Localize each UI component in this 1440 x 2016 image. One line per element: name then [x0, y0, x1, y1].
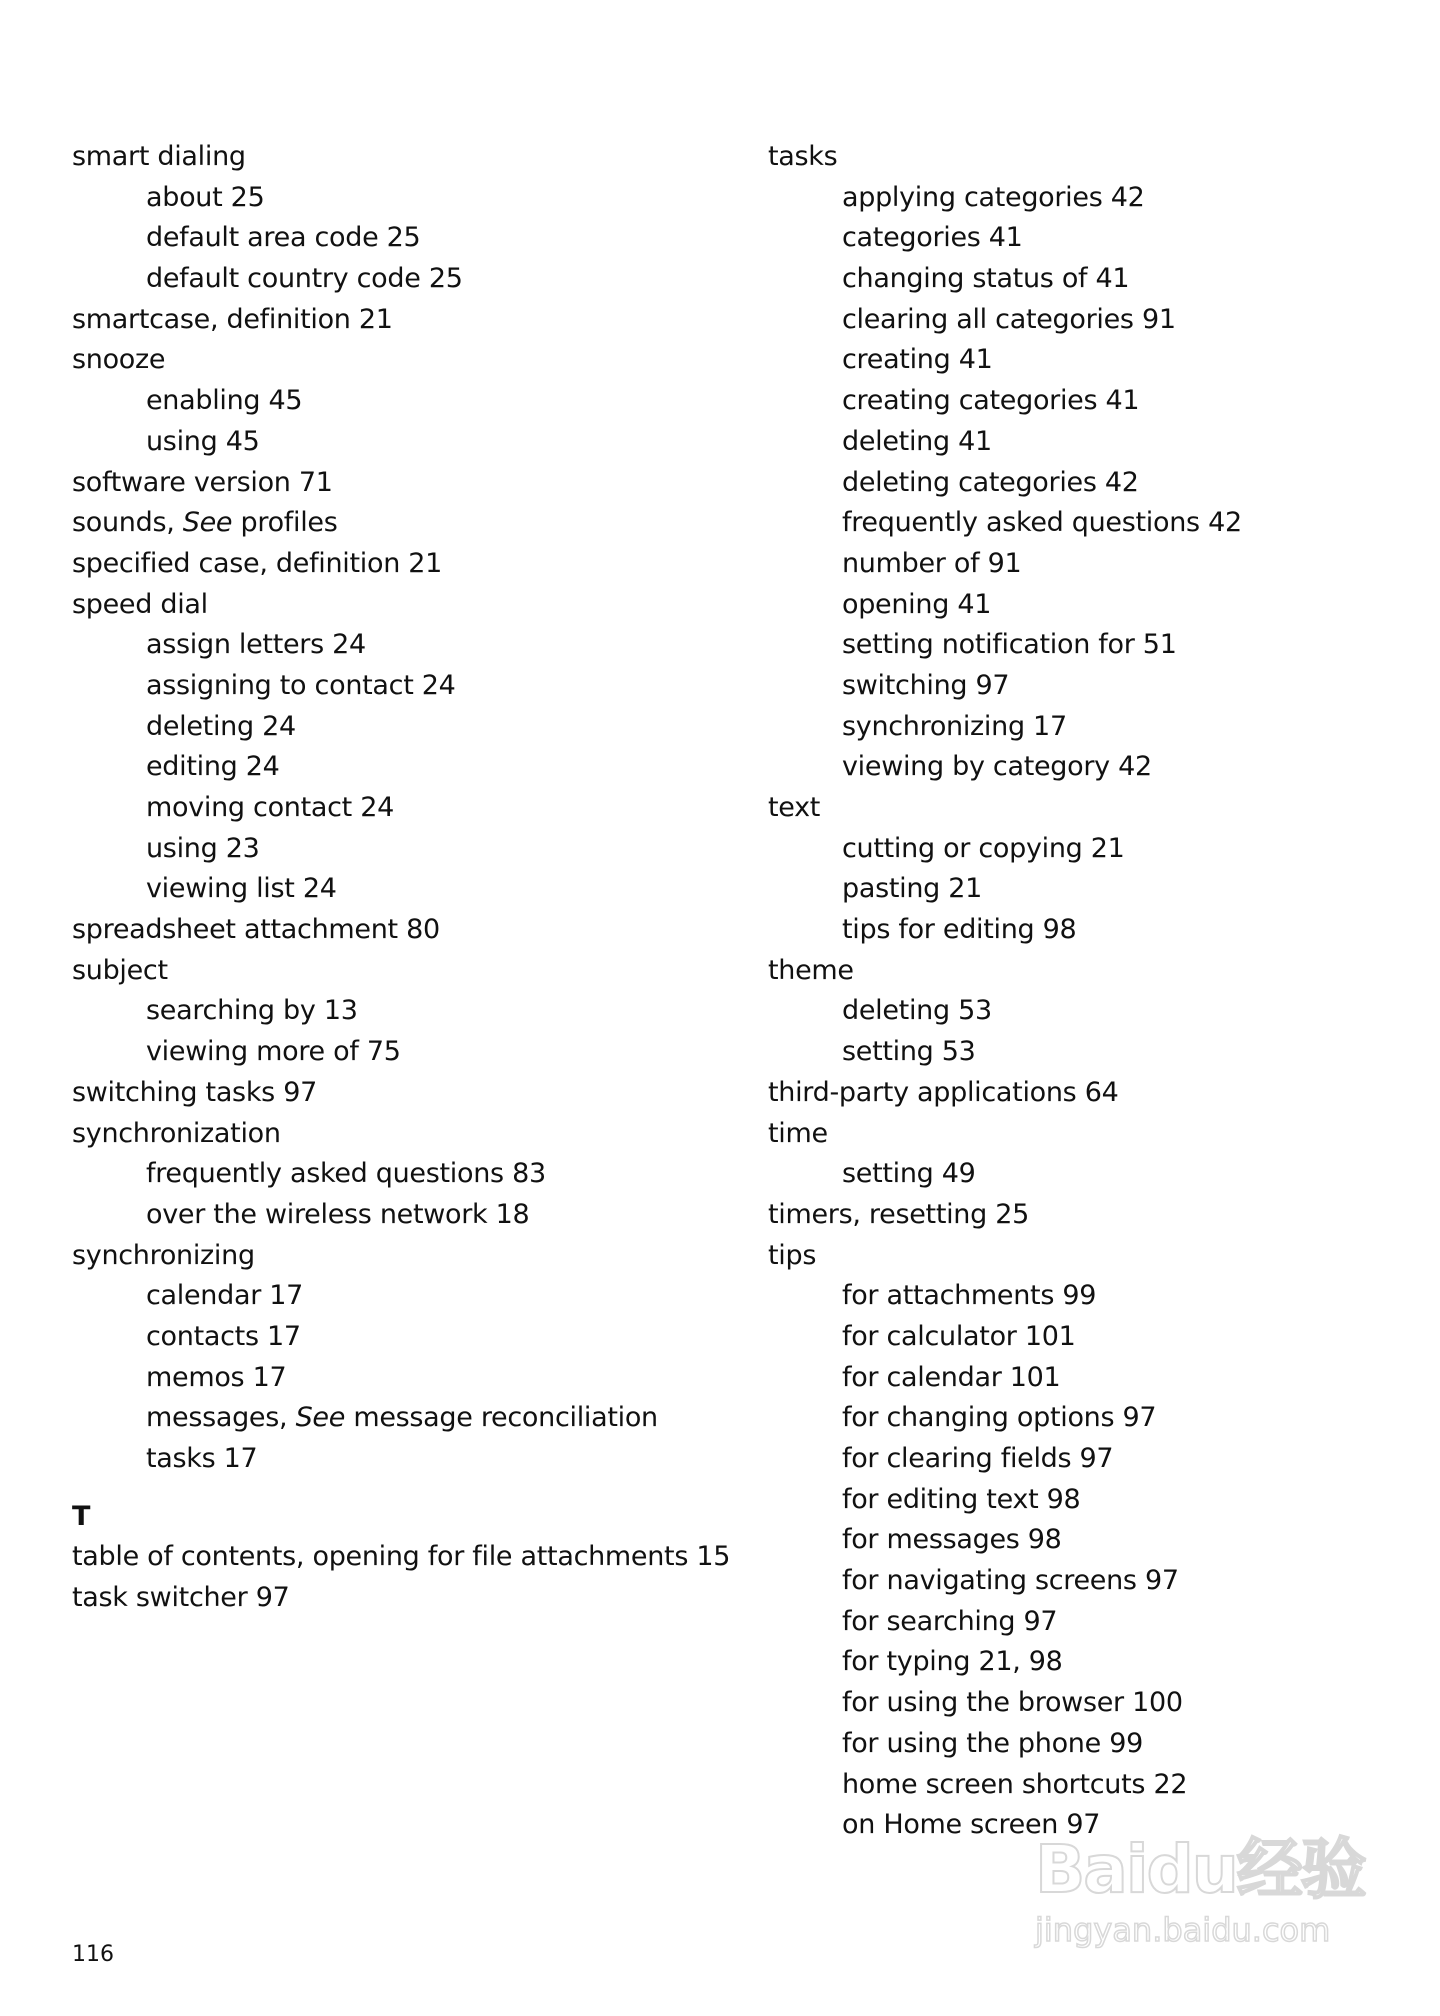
index-subentry [72, 991, 730, 1032]
index-entry [72, 951, 730, 992]
index-entry [72, 1537, 730, 1578]
entry-text: subject [72, 954, 168, 986]
entry-text: editing 24 [146, 751, 280, 783]
entry-text: for typing 21, 98 [842, 1646, 1063, 1678]
index-subentry [768, 422, 1242, 463]
entry-text: smartcase, definition 21 [72, 303, 393, 335]
index-entry [72, 1236, 730, 1277]
index-entry [72, 544, 730, 585]
index-subentry [768, 300, 1242, 341]
entry-text: calendar 17 [146, 1280, 304, 1312]
entry-text: tasks 17 [146, 1443, 258, 1474]
index-subentry [768, 218, 1242, 259]
entry-text: using 23 [146, 832, 260, 864]
index-section-heading [72, 1497, 730, 1538]
index-subentry [72, 829, 730, 870]
index-subentry [72, 422, 730, 463]
entry-text: changing status of 41 [842, 263, 1130, 295]
entry-text: enabling 45 [146, 385, 303, 417]
entry-text: messages, [146, 1402, 296, 1434]
see-target: message reconciliation [345, 1402, 658, 1434]
entry-text: sounds, [72, 507, 183, 539]
index-subentry [72, 625, 730, 666]
index-subentry [72, 788, 730, 829]
entry-text: creating categories 41 [842, 385, 1140, 417]
entry-text: tips for editing 98 [842, 914, 1077, 946]
entry-text: task switcher 97 [72, 1582, 290, 1614]
entry-text: specified case, definition 21 [72, 547, 443, 579]
entry-text: for searching 97 [842, 1605, 1058, 1637]
entry-text: tips [768, 1239, 817, 1271]
index-entry [72, 503, 730, 544]
index-subentry [72, 666, 730, 707]
entry-text: table of contents, opening for file attachments 15 [72, 1541, 731, 1573]
watermark-url: jingyan.baidu.com [1035, 1911, 1331, 1949]
index-subentry [72, 1358, 730, 1399]
baidu-watermark-logo [1035, 1830, 1395, 1980]
entry-text: speed dial [72, 588, 208, 620]
see-target: profiles [232, 507, 338, 539]
entry-text: default country code 25 [146, 263, 463, 295]
entry-text: switching tasks 97 [72, 1076, 317, 1108]
entry-text: pasting 21 [842, 873, 983, 905]
index-subentry [768, 1317, 1242, 1358]
index-entry [768, 951, 1242, 992]
watermark-brand: Baidu经验 [1035, 1831, 1365, 1908]
index-subentry [768, 991, 1242, 1032]
index-subentry [72, 259, 730, 300]
index-subentry [768, 1602, 1242, 1643]
index-entry [768, 137, 1242, 178]
entry-text: theme [768, 954, 854, 986]
entry-text: categories 41 [842, 222, 1023, 254]
entry-text: T [72, 1500, 91, 1532]
entry-text: assigning to contact 24 [146, 669, 456, 701]
entry-text: tasks [768, 141, 838, 172]
index-subentry [768, 869, 1242, 910]
index-entry [72, 137, 730, 178]
index-subentry [768, 1520, 1242, 1561]
index-subentry [768, 340, 1242, 381]
index-subentry [768, 1439, 1242, 1480]
index-subentry [768, 259, 1242, 300]
index-subentry [768, 1358, 1242, 1399]
entry-text: deleting 41 [842, 425, 992, 457]
entry-text: using 45 [146, 425, 260, 457]
page-number: 116 [72, 1942, 114, 1967]
index-subentry [768, 829, 1242, 870]
entry-text: frequently asked questions 42 [842, 507, 1242, 539]
index-column-right [768, 137, 1242, 1846]
index-subentry [768, 1683, 1242, 1724]
entry-text: cutting or copying 21 [842, 832, 1125, 864]
index-subentry [72, 381, 730, 422]
index-subentry [768, 381, 1242, 422]
index-entry [768, 788, 1242, 829]
index-subentry [768, 503, 1242, 544]
entry-text: for calendar 101 [842, 1361, 1061, 1393]
entry-text: setting 53 [842, 1036, 976, 1068]
entry-text: opening 41 [842, 588, 992, 620]
index-entry [768, 1114, 1242, 1155]
index-subentry [768, 1398, 1242, 1439]
entry-text: synchronizing [72, 1239, 255, 1271]
entry-text: moving contact 24 [146, 792, 395, 823]
index-subentry [768, 666, 1242, 707]
index-entry [72, 340, 730, 381]
entry-text: searching by 13 [146, 995, 358, 1027]
entry-text: home screen shortcuts 22 [842, 1768, 1188, 1800]
index-entry [72, 300, 730, 341]
index-subentry [768, 463, 1242, 504]
entry-text: about 25 [146, 181, 265, 213]
index-subentry [768, 707, 1242, 748]
entry-text: default area code 25 [146, 222, 421, 254]
index-subentry [768, 1154, 1242, 1195]
entry-text: deleting 53 [842, 995, 992, 1027]
index-subentry [768, 178, 1242, 219]
index-entry [72, 1578, 730, 1619]
entry-text: synchronization [72, 1117, 281, 1149]
entry-text: timers, resetting 25 [768, 1198, 1029, 1230]
entry-text: for editing text 98 [842, 1483, 1081, 1515]
index-subentry [72, 1398, 730, 1439]
entry-text: synchronizing 17 [842, 710, 1067, 742]
entry-text: clearing all categories 91 [842, 303, 1176, 335]
entry-text: memos 17 [146, 1361, 287, 1393]
index-subentry [768, 1480, 1242, 1521]
see-reference: See [182, 507, 233, 539]
entry-text: for messages 98 [842, 1524, 1062, 1556]
index-entry [72, 910, 730, 951]
index-subentry [768, 1032, 1242, 1073]
index-column-left [72, 137, 730, 1619]
entry-text: smart dialing [72, 141, 246, 172]
entry-text: over the wireless network 18 [146, 1198, 530, 1230]
entry-text: for using the browser 100 [842, 1687, 1183, 1719]
index-entry [72, 1114, 730, 1155]
index-subentry [768, 625, 1242, 666]
entry-text: applying categories 42 [842, 181, 1145, 213]
entry-text: switching 97 [842, 669, 1010, 701]
entry-text: for navigating screens 97 [842, 1565, 1179, 1597]
entry-text: for using the phone 99 [842, 1727, 1143, 1759]
entry-text: number of 91 [842, 547, 1022, 579]
index-subentry [768, 1724, 1242, 1765]
index-subentry [72, 707, 730, 748]
entry-text: on Home screen 97 [842, 1809, 1101, 1841]
entry-text: contacts 17 [146, 1320, 301, 1352]
entry-text: text [768, 792, 821, 823]
entry-text: viewing more of 75 [146, 1036, 401, 1068]
index-entry [768, 1073, 1242, 1114]
index-entry [72, 585, 730, 626]
index-subentry [72, 1154, 730, 1195]
index-entry [72, 463, 730, 504]
index-entry [72, 1073, 730, 1114]
entry-text: for attachments 99 [842, 1280, 1097, 1312]
index-subentry [768, 1642, 1242, 1683]
index-subentry [72, 218, 730, 259]
entry-text: snooze [72, 344, 166, 376]
index-subentry [72, 1317, 730, 1358]
entry-text: deleting categories 42 [842, 466, 1139, 498]
index-subentry [72, 1276, 730, 1317]
index-subentry [72, 1439, 730, 1480]
index-subentry [72, 1032, 730, 1073]
index-subentry [768, 1276, 1242, 1317]
entry-text: setting notification for 51 [842, 629, 1177, 661]
index-subentry [72, 747, 730, 788]
entry-text: deleting 24 [146, 710, 296, 742]
index-subentry [72, 178, 730, 219]
entry-text: for clearing fields 97 [842, 1443, 1114, 1474]
index-subentry [768, 1765, 1242, 1806]
entry-text: third-party applications 64 [768, 1076, 1119, 1108]
entry-text: viewing by category 42 [842, 751, 1152, 783]
index-subentry [768, 1561, 1242, 1602]
index-subentry [768, 910, 1242, 951]
entry-text: for changing options 97 [842, 1402, 1157, 1434]
entry-text: time [768, 1117, 828, 1149]
entry-text: creating 41 [842, 344, 993, 376]
entry-text: software version 71 [72, 466, 333, 498]
index-subentry [768, 585, 1242, 626]
entry-text: setting 49 [842, 1158, 976, 1190]
index-subentry [72, 869, 730, 910]
entry-text: frequently asked questions 83 [146, 1158, 546, 1190]
index-subentry [72, 1195, 730, 1236]
index-entry [768, 1236, 1242, 1277]
entry-text: for calculator 101 [842, 1320, 1076, 1352]
index-entry [768, 1195, 1242, 1236]
index-subentry [768, 544, 1242, 585]
entry-text: assign letters 24 [146, 629, 366, 661]
entry-text: viewing list 24 [146, 873, 337, 905]
entry-text: spreadsheet attachment 80 [72, 914, 440, 946]
index-subentry [768, 747, 1242, 788]
see-reference: See [295, 1402, 346, 1434]
